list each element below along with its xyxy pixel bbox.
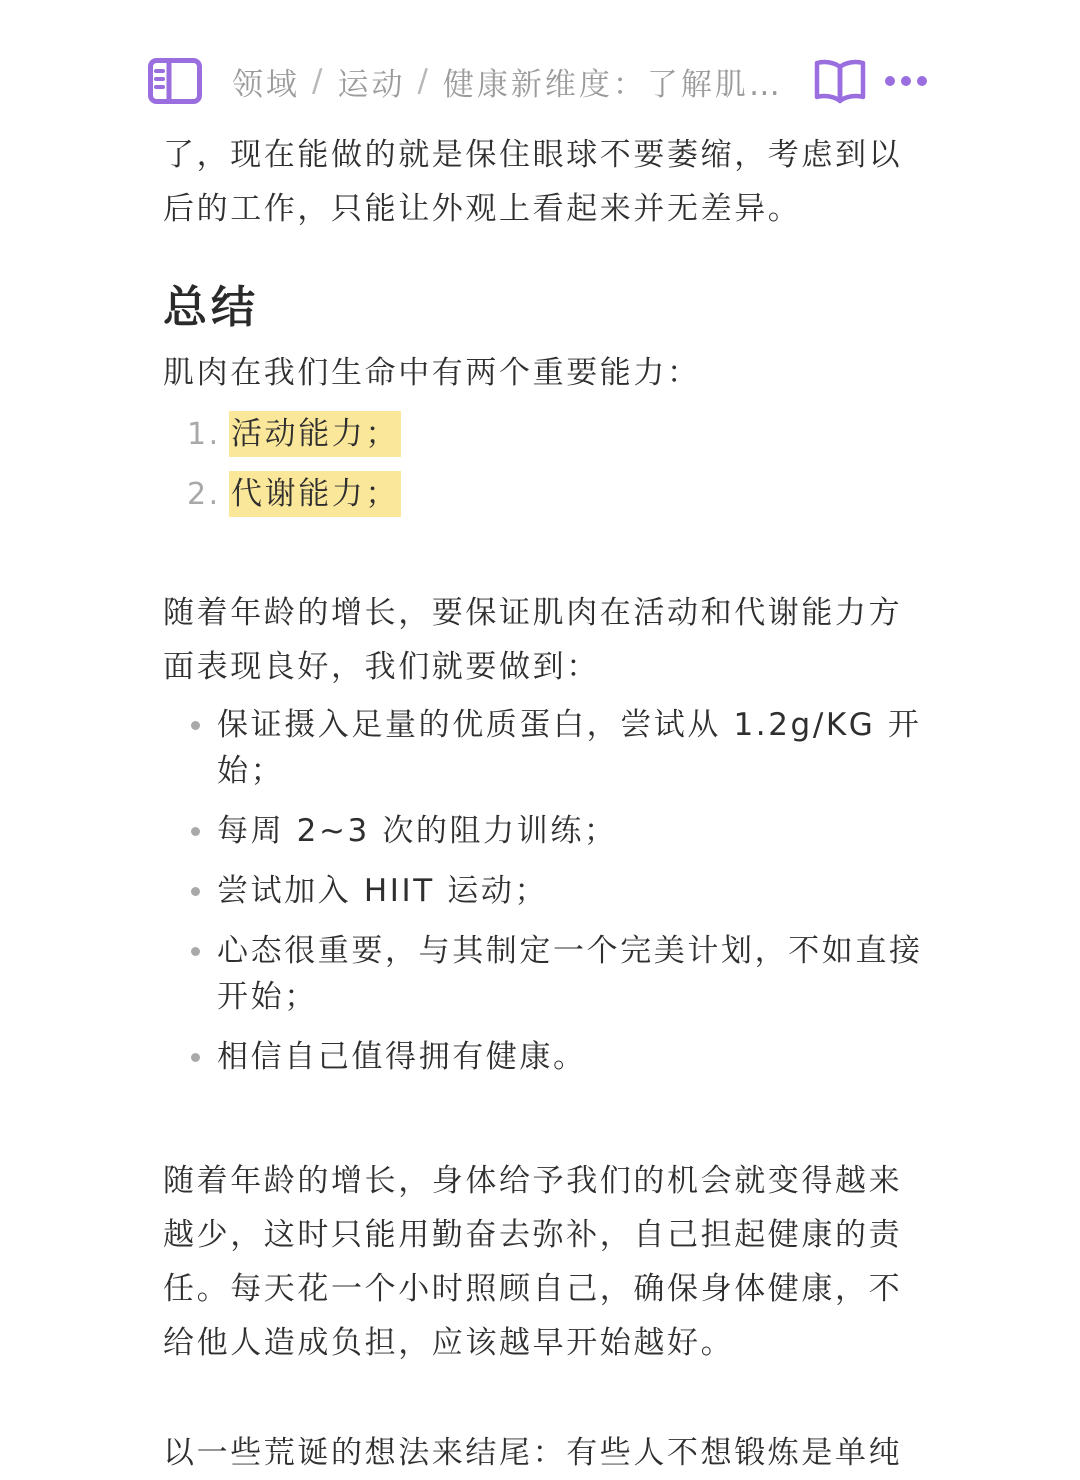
highlighted-text: 代谢能力； — [229, 471, 401, 517]
breadcrumb-item-domain[interactable]: 领域 — [232, 66, 300, 103]
bullet-text: 相信自己值得拥有健康。 — [217, 1039, 587, 1075]
bullet-dot — [191, 1053, 200, 1062]
intro-paragraph: 了，现在能做的就是保住眼球不要萎缩，考虑到以后的工作，只能让外观上看起来并无差异。 — [163, 137, 903, 227]
book-open-icon[interactable] — [814, 57, 866, 105]
age-paragraph: 随着年龄的增长，要保证肌肉在活动和代谢能力方面表现良好，我们就要做到： — [163, 595, 903, 685]
sidebar-toggle-icon[interactable] — [148, 58, 202, 104]
bullet-dot — [191, 827, 200, 836]
body-paragraph: 随着年龄的增长，身体给予我们的机会就变得越来越少，这时只能用勤奋去弥补，自己担起健康的责任。每天花一个小时照顾自己，确保身体健康，不给他人造成负担，应该越早开始越好。 — [163, 1163, 903, 1361]
ordered-list — [163, 404, 923, 524]
list-number: 1. — [187, 416, 221, 452]
document-content — [163, 128, 923, 1480]
bullet-list — [163, 702, 923, 1080]
breadcrumb — [232, 56, 783, 106]
breadcrumb-separator: / — [417, 63, 431, 99]
bullet-dot — [191, 887, 200, 896]
bullet-text: 尝试加入 HIIT 运动； — [217, 873, 549, 909]
bullet-text: 保证摄入足量的优质蛋白，尝试从 1.2g/KG 开始； — [217, 707, 922, 789]
summary-heading: 总结 — [163, 282, 259, 333]
bullet-text: 心态很重要，与其制定一个完美计划，不如直接开始； — [217, 933, 923, 1015]
bullet-text: 每周 2~3 次的阻力训练； — [217, 813, 618, 849]
list-item — [163, 868, 923, 914]
list-item — [163, 702, 923, 794]
bullet-dot — [191, 947, 200, 956]
breadcrumb-item-page[interactable]: 健康新维度：了解肌… — [442, 66, 783, 103]
breadcrumb-item-sport[interactable]: 运动 — [337, 66, 406, 103]
summary-lead: 肌肉在我们生命中有两个重要能力： — [163, 355, 701, 391]
list-item — [163, 464, 923, 524]
closing-paragraph: 以一些荒诞的想法来结尾：有些人不想锻炼是单纯 — [163, 1435, 903, 1471]
list-item — [163, 1034, 923, 1080]
highlighted-text: 活动能力； — [229, 411, 401, 457]
breadcrumb-separator: / — [312, 63, 326, 99]
bullet-dot — [191, 721, 200, 730]
more-horizontal-icon[interactable] — [884, 72, 928, 90]
list-number: 2. — [187, 476, 221, 512]
top-bar — [0, 0, 1080, 120]
list-item — [163, 808, 923, 854]
list-item — [163, 404, 923, 464]
list-item — [163, 928, 923, 1020]
